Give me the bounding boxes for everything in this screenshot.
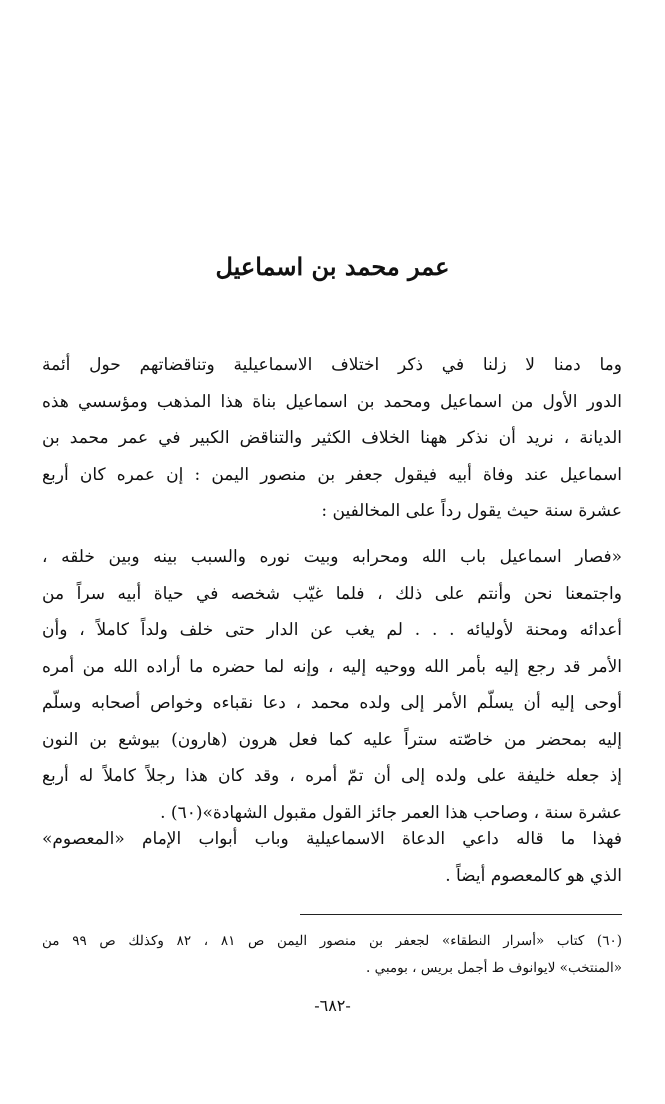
text-line: الدور الأول من اسماعيل ومحمد بن اسماعيل بناة هذا المذهب ومؤسسي هذه <box>42 391 622 412</box>
text-line: أعدائه ومحنة لأوليائه . . . لم يغب عن الدار حتى خلف ولداً كاملاً ، وأن <box>42 620 622 640</box>
paragraph-conclusion <box>42 821 622 894</box>
text-line: إذ جعله خليفة على ولده إلى أن تمّ أمره ، وقد كان هذا رجلاً كاملاً له أربع <box>42 766 622 786</box>
text-line: عشرة سنة ، وصاحب هذا العمر جائز القول مقبول الشهادة»(٦٠) . <box>160 802 622 823</box>
text-line: إليه بمحضر من خاصّته ستراً عليه كما فعل هرون (هارون) بيوشع بن النون <box>42 729 622 750</box>
text-line: الديانة ، نريد أن نذكر ههنا الخلاف الكثير والتناقض الكبير في عمر محمد بن <box>42 428 622 448</box>
text-line: وما دمنا لا زلنا في ذكر اختلاف الاسماعيلية وتناقضاتهم حول أئمة <box>42 355 622 375</box>
footnote-divider <box>300 914 622 915</box>
footnote-line: (٦٠) كتاب «أسرار النطقاء» لجعفر بن منصور اليمن ص ٨١ ، ٨٢ وكذلك ص ٩٩ من <box>42 933 622 949</box>
paragraph-quote <box>42 539 622 831</box>
paragraph-intro <box>42 347 622 530</box>
text-line: الذي هو كالمعصوم أيضاً . <box>445 865 622 886</box>
page-number: -٦٨٢- <box>314 996 351 1015</box>
chapter-title: عمر محمد بن اسماعيل <box>215 252 450 281</box>
text-line: «فصار اسماعيل باب الله ومحرابه وبيت نوره والسبب بينه وبين خلقه ، <box>42 547 622 567</box>
footnote-line: «المنتخب» لايوانوف ط أجمل بريس ، بومبي . <box>366 960 622 976</box>
text-line: اسماعيل عند وفاة أبيه فيقول جعفر بن منصور اليمن : إن عمره كان أربع <box>42 464 622 485</box>
text-line: عشرة سنة حيث يقول رداً على المخالفين : <box>321 501 622 521</box>
footnote <box>42 928 622 982</box>
text-line: الأمر قد رجع إليه بأمر الله ووحيه إليه ، وإنه لما حضره ما أراده الله من أمره <box>42 656 622 677</box>
text-line: فهذا ما قاله داعي الدعاة الاسماعيلية وباب أبواب الإمام «المعصوم» <box>42 829 622 849</box>
text-line: أوحى إليه أن يسلّم الأمر إلى ولده محمد ، دعا نقباءه وخواص أصحابه وسلّم <box>42 693 622 713</box>
text-line: واجتمعنا نحن وأنتم على ذلك ، فلما غيّب شخصه في حياة أبيه سراً من <box>42 583 622 604</box>
